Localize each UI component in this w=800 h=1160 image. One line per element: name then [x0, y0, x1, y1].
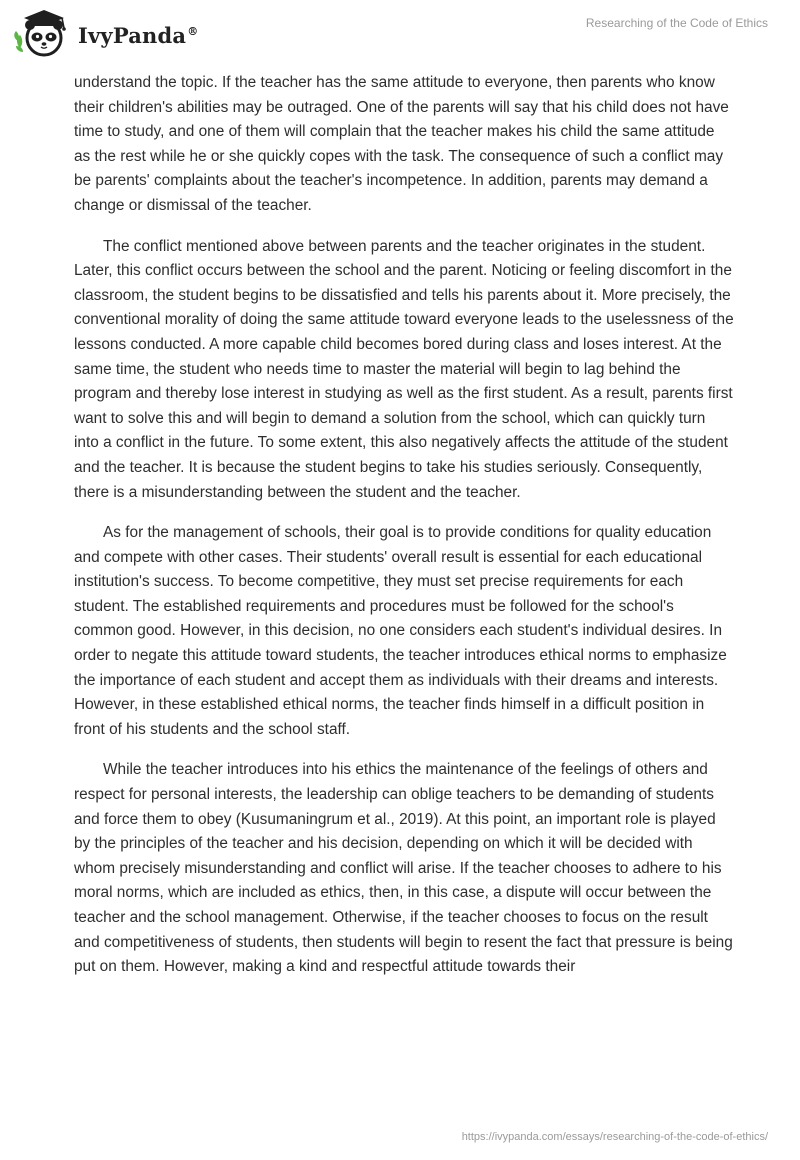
brand-text: IvyPanda [78, 22, 187, 48]
paragraph: As for the management of schools, their goal is to provide conditions for quality education and compete with other cases. Their students' overall result is essential for each educational institution's success. To become competitive, they must set precise requirements for each student. The established requirements and procedures must be followed for the school's common good. However, in this decision, no one considers each student's individual desires. In order to negate this attitude toward students, the teacher introduces ethical norms to emphasize the importance of each student and accept them as individuals with their dreams and interests. However, in these established ethical norms, the teacher finds himself in a difficult position in front of his students and the school staff. [74, 524, 727, 738]
page-header [0, 0, 800, 70]
registered-mark: ® [187, 24, 199, 38]
paragraph: understand the topic. If the teacher has the same attitude to everyone, then parents who know their children's abilities may be outraged. One of the parents will say that his child does not have time to study, and one of them will complain that the teacher makes his child the same attitude as the rest while he or she quickly copes with the task. The consequence of such a conflict may be parents' complaints about the teacher's incompetence. In addition, parents may demand a change or dismissal of the teacher. [74, 74, 729, 214]
document-title: Researching of the Code of Ethics [585, 16, 768, 30]
essay-body [74, 71, 734, 996]
source-url[interactable]: https://ivypanda.com/essays/researching-of-the-code-of-ethics/ [461, 1131, 768, 1143]
paragraph: While the teacher introduces into his ethics the maintenance of the feelings of others and respect for personal interests, the leadership can oblige teachers to be demanding of students and force them to obey (Kusumaningrum et al., 2019). At this point, an important role is played by the principles of the teacher and his decision, depending on which it will be decided with whom precisely misunderstanding and conflict will arise. If the teacher chooses to adhere to his moral norms, which are included as ethics, then, in this case, a dispute will occur between the teacher and the school management. Otherwise, if the teacher chooses to focus on the result and competitiveness of students, then students will begin to resent the fact that pressure is being put on them. However, making a kind and respectful attitude towards their [74, 761, 733, 976]
paragraph: The conflict mentioned above between parents and the teacher originates in the student. Later, this conflict occurs between the school and the parent. Noticing or feeling discomfort in the classroom, the student begins to be dissatisfied and tells his parents about it. More precisely, the conventional morality of doing the same attitude toward everyone leads to the uselessness of the lessons conducted. A more capable child becomes bored during class and loses interest. At the same time, the student who needs time to master the material will begin to lag behind the program and thereby lose interest in studying as well as the first student. As a result, parents first want to solve this and will begin to demand a solution from the school, which can quickly turn into a conflict in the future. To some extent, this also negatively affects the attitude of the student and the teacher. It is because the student begins to take his studies seriously. Consequently, there is a misunderstanding between the student and the teacher. [74, 237, 734, 501]
panda-graduate-icon [14, 8, 72, 58]
brand-name [78, 23, 198, 48]
ivypanda-logo[interactable] [14, 8, 198, 58]
